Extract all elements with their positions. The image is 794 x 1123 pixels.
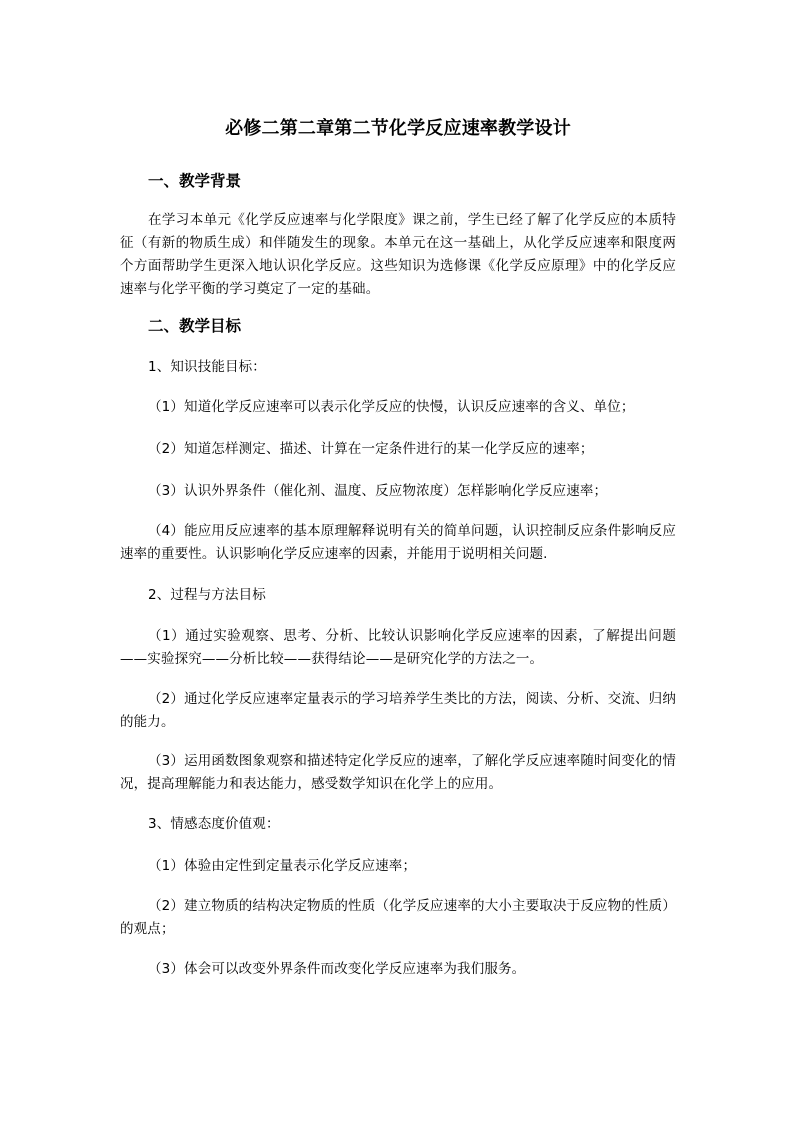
knowledge-item-1: （1）知道化学反应速率可以表示化学反应的快慢，认识反应速率的含义、单位； xyxy=(148,399,635,415)
knowledge-item-3: （3）认识外界条件（催化剂、温度、反应物浓度）怎样影响化学反应速率； xyxy=(148,483,608,499)
background-paragraph: 在学习本单元《化学反应速率与化学限度》课之前，学生已经了解了化学反应的本质特征（有新的物质生成）和伴随发生的现象。本单元在这一基础上，从化学反应速率和限度两个方面帮助学生更深入地认识化学反应。这些知识为选修课《化学反应原理》中的化学反应速率与化学平衡的学习奠定了一定的基础。 xyxy=(120,212,676,297)
process-item-2: （2）通过化学反应速率定量表示的学习培养学生类比的方法，阅读、分析、交流、归纳的能力。 xyxy=(120,691,676,730)
attitude-item-2: （2）建立物质的结构决定物质的性质（化学反应速率的大小主要取决于反应物的性质）的观点； xyxy=(120,898,676,937)
process-item-1: （1）通过实验观察、思考、分析、比较认识影响化学反应速率的因素，了解提出问题——实验探究——分析比较——获得结论——是研究化学的方法之一。 xyxy=(120,628,676,667)
knowledge-skills-label: 1、知识技能目标： xyxy=(148,359,266,375)
section-heading-objectives: 二、教学目标 xyxy=(148,317,242,335)
process-item-3: （3）运用函数图象观察和描述特定化学反应的速率，了解化学反应速率随时间变化的情况，提高理解能力和表达能力，感受数学知识在化学上的应用。 xyxy=(120,753,676,792)
knowledge-item-4: （4）能应用反应速率的基本原理解释说明有关的简单问题，认识控制反应条件影响反应速率的重要性。认识影响化学反应速率的因素，并能用于说明相关问题. xyxy=(120,523,676,562)
section-heading-background: 一、教学背景 xyxy=(148,172,242,190)
attitude-item-3: （3）体会可以改变外界条件而改变化学反应速率为我们服务。 xyxy=(148,961,526,977)
attitudes-values-label: 3、情感态度价值观： xyxy=(148,816,280,832)
process-methods-label: 2、过程与方法目标 xyxy=(148,587,266,603)
knowledge-item-2: （2）知道怎样测定、描述、计算在一定条件进行的某一化学反应的速率； xyxy=(148,441,594,457)
document-title: 必修二第二章第二节化学反应速率教学设计 xyxy=(225,118,571,139)
attitude-item-1: （1）体验由定性到定量表示化学反应速率； xyxy=(148,858,417,874)
